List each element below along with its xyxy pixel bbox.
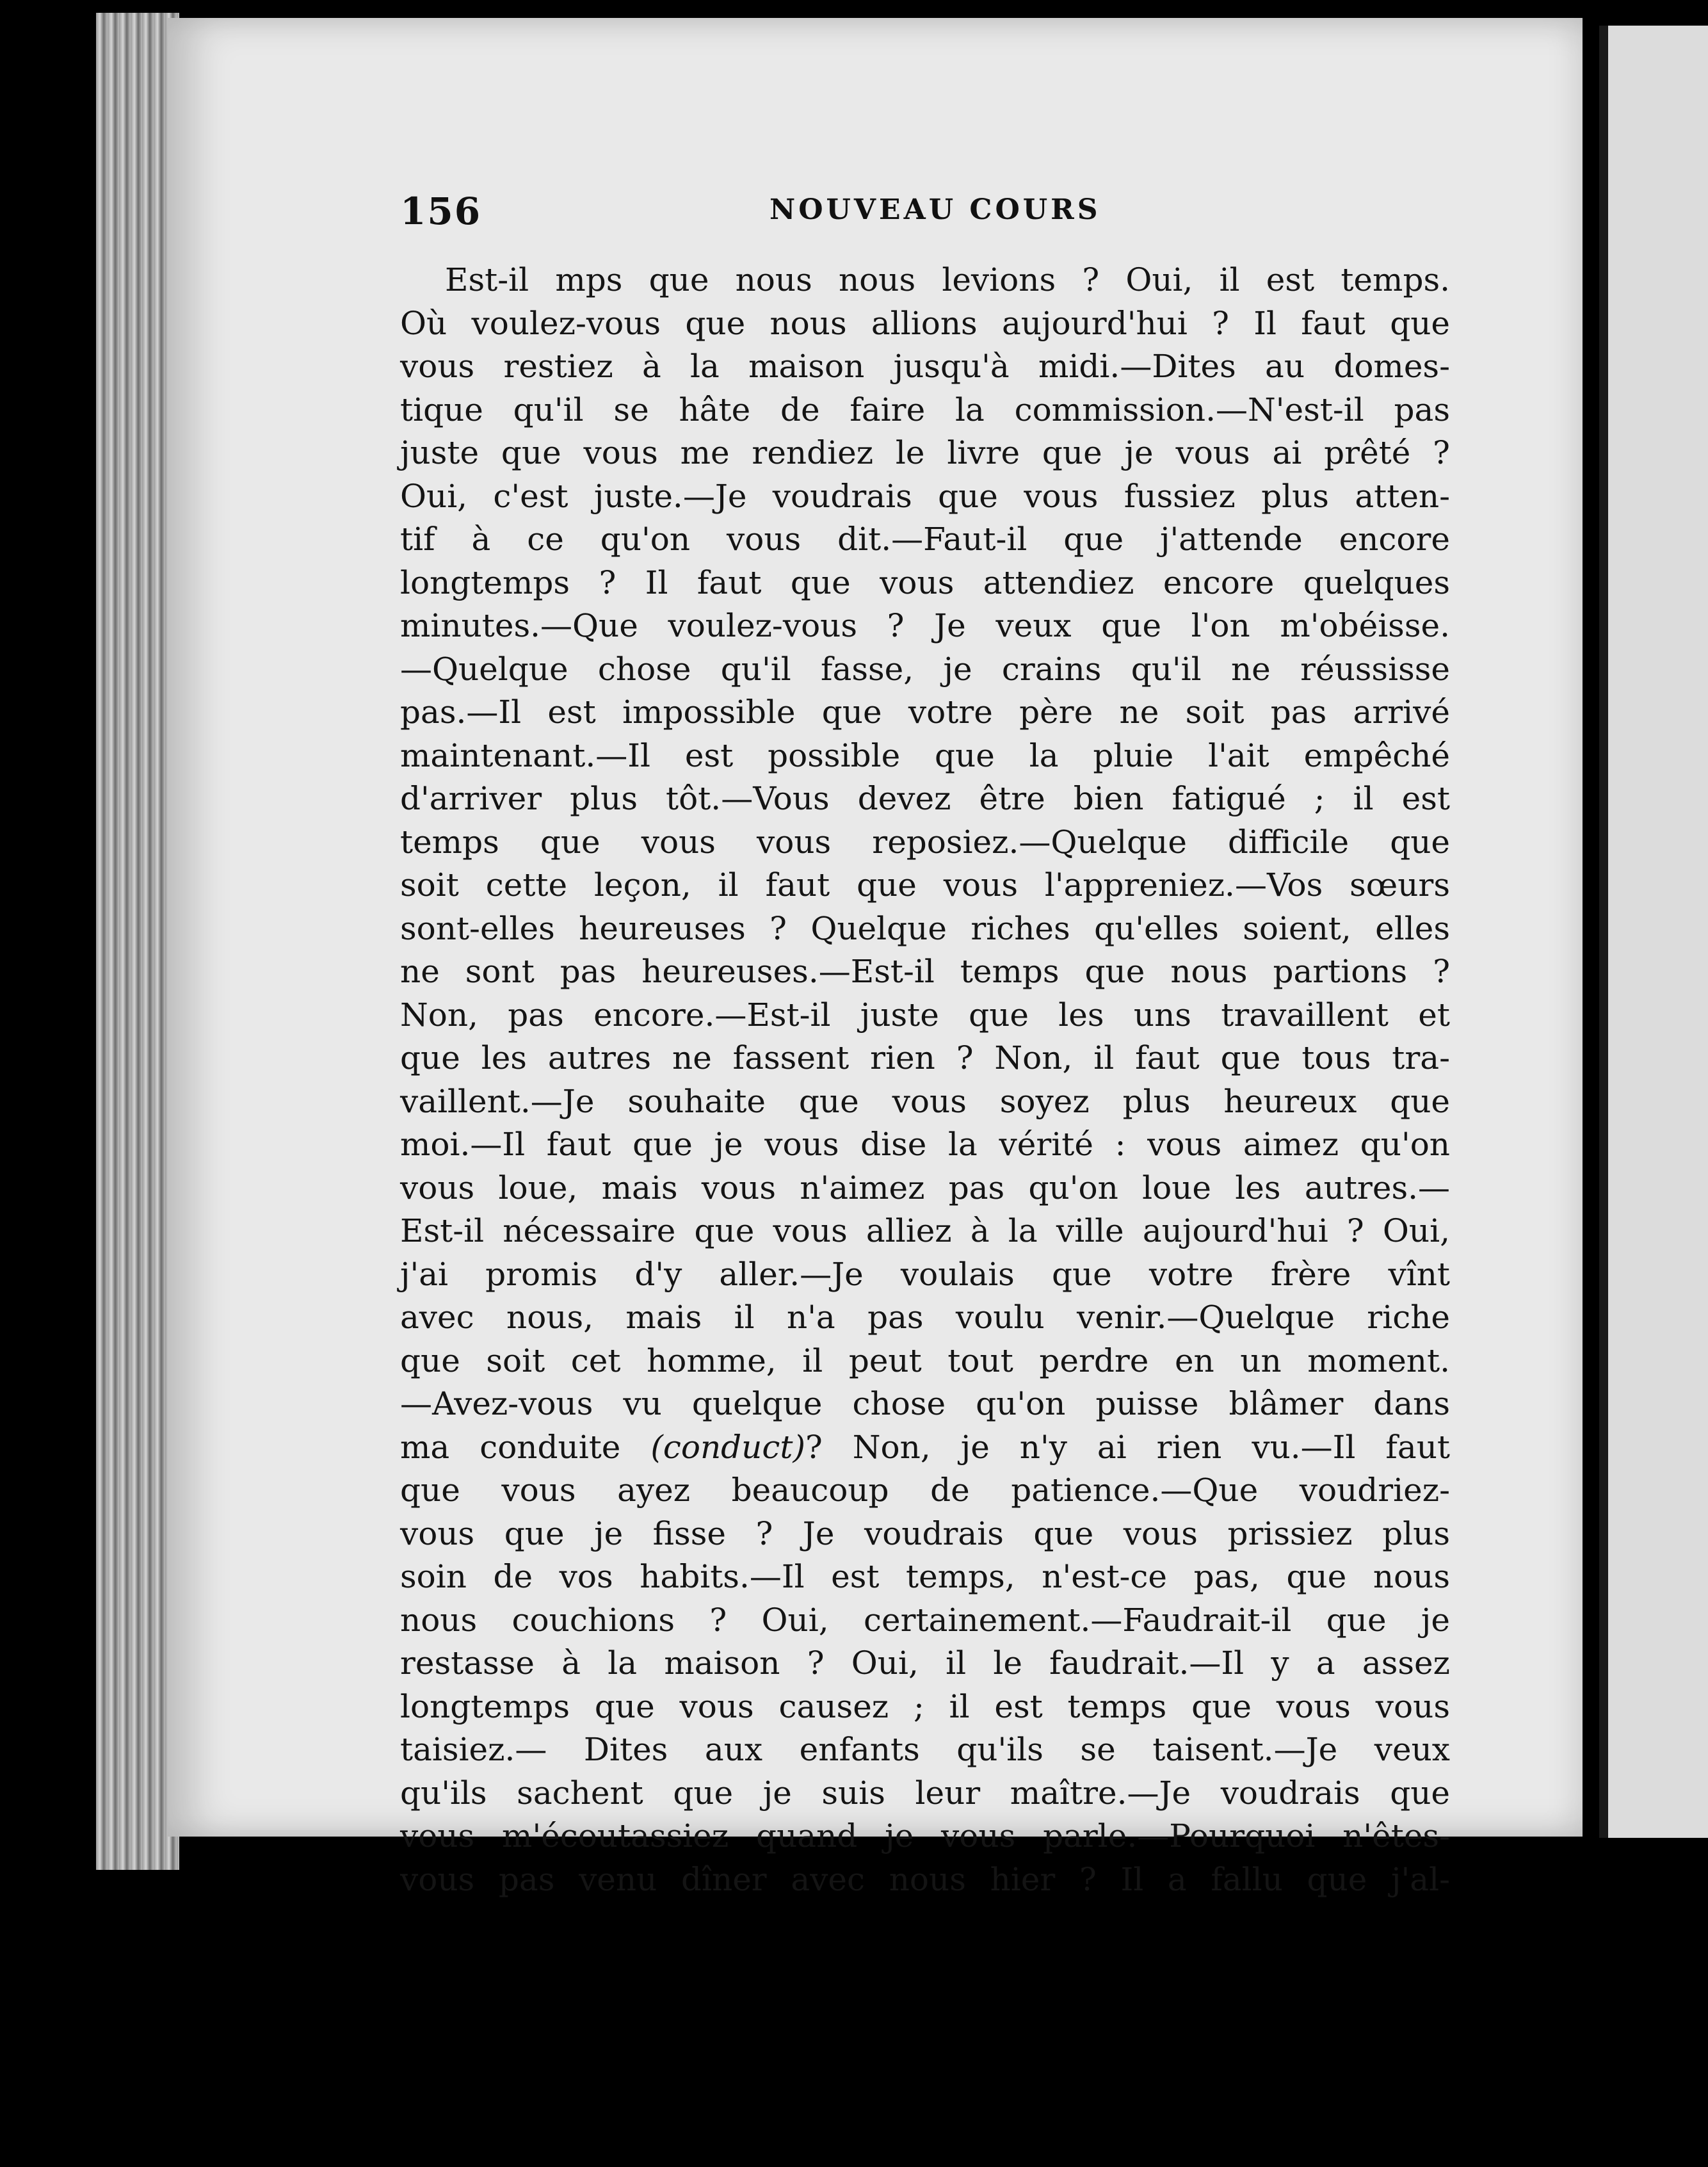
text-line: avec nous, mais il n'a pas voulu venir.—Quelque riche xyxy=(400,1299,1450,1336)
body-text xyxy=(400,259,1450,1901)
text-line: vous loue, mais vous n'aimez pas qu'on loue les autres.— xyxy=(400,1169,1450,1206)
text-line: longtemps que vous causez ; il est temps que vous vous xyxy=(400,1687,1450,1725)
text-line: vaillent.—Je souhaite que vous soyez plus heureux que xyxy=(400,1082,1450,1120)
text-line: Est-il mps que nous nous levions ? Oui, il est temps. xyxy=(445,261,1450,298)
text-line: qu'ils sachent que je suis leur maître.—Je voudrais que xyxy=(400,1774,1450,1812)
text-line: nous couchions ? Oui, certainement.—Faudrait-il que je xyxy=(400,1601,1450,1639)
text-line: ne sont pas heureuses.—Est-il temps que nous partions ? xyxy=(400,953,1450,990)
text-line: vous restiez à la maison jusqu'à midi.—Dites au domes- xyxy=(400,348,1450,385)
text-line: restasse à la maison ? Oui, il le faudrait.—Il y a assez xyxy=(400,1644,1450,1682)
text-segment: ma conduite xyxy=(400,1428,621,1466)
text-line: —Avez-vous vu quelque chose qu'on puisse blâmer dans xyxy=(400,1385,1450,1422)
text-line: que les autres ne fassent rien ? Non, il faut que tous tra- xyxy=(400,1039,1450,1076)
text-line: vous que je fisse ? Je voudrais que vous prissiez plus xyxy=(400,1514,1450,1552)
text-line: tif à ce qu'on vous dit.—Faut-il que j'attende encore xyxy=(400,521,1450,558)
text-line: tique qu'il se hâte de faire la commission.—N'est-il pas xyxy=(400,391,1450,428)
text-line: Où voulez-vous que nous allions aujourd'hui ? Il faut que xyxy=(400,304,1450,342)
page-header xyxy=(400,190,1450,241)
text-line: sont-elles heureuses ? Quelque riches qu'elles soient, elles xyxy=(400,909,1450,947)
text-line: temps que vous vous reposiez.—Quelque difficile que xyxy=(400,823,1450,861)
text-line: pas.—Il est impossible que votre père ne soit pas arrivé xyxy=(400,694,1450,731)
text-line: Non, pas encore.—Est-il juste que les uns travaillent et xyxy=(400,996,1450,1034)
text-line: soit cette leçon, il faut que vous l'appreniez.—Vos sœurs xyxy=(400,866,1450,904)
text-line: maintenant.—Il est possible que la pluie l'ait empêché xyxy=(400,736,1450,774)
text-line-with-italic xyxy=(400,1426,1450,1470)
text-line: vous pas venu dîner avec nous hier ? Il a fallu que j'al- xyxy=(400,1860,1450,1898)
text-line: moi.—Il faut que je vous dise la vérité : vous aimez qu'on xyxy=(400,1126,1450,1163)
text-line: soin de vos habits.—Il est temps, n'est-ce pas, que nous xyxy=(400,1558,1450,1595)
text-line: taisiez.— Dites aux enfants qu'ils se taisent.—Je veux xyxy=(400,1731,1450,1768)
text-line: d'arriver plus tôt.—Vous devez être bien fatigué ; il est xyxy=(400,780,1450,817)
book-page-edges xyxy=(96,13,179,1870)
facing-page-edge xyxy=(1599,26,1708,1838)
text-line: Est-il nécessaire que vous alliez à la ville aujourd'hui ? Oui, xyxy=(400,1212,1450,1249)
text-line: minutes.—Que voulez-vous ? Je veux que l'on m'obéisse. xyxy=(400,607,1450,644)
text-line: juste que vous me rendiez le livre que je vous ai prêté ? xyxy=(400,434,1450,471)
text-segment: ? Non, je n'y ai rien vu.—Il faut xyxy=(805,1428,1450,1466)
text-line: Oui, c'est juste.—Je voudrais que vous fussiez plus atten- xyxy=(400,477,1450,515)
text-line: longtemps ? Il faut que vous attendiez encore quelques xyxy=(400,564,1450,601)
running-title: NOUVEAU COURS xyxy=(769,193,1101,226)
text-line: j'ai promis d'y aller.—Je voulais que votre frère vînt xyxy=(400,1255,1450,1293)
page-number: 156 xyxy=(400,190,482,233)
text-line: —Quelque chose qu'il fasse, je crains qu'il ne réussisse xyxy=(400,650,1450,688)
text-line: vous m'écoutassiez quand je vous parle.—Pourquoi n'êtes- xyxy=(400,1817,1450,1855)
italic-gloss: (conduct) xyxy=(650,1428,805,1466)
text-line: que soit cet homme, il peut tout perdre en un moment. xyxy=(400,1342,1450,1379)
text-line: que vous ayez beaucoup de patience.—Que voudriez- xyxy=(400,1472,1450,1509)
